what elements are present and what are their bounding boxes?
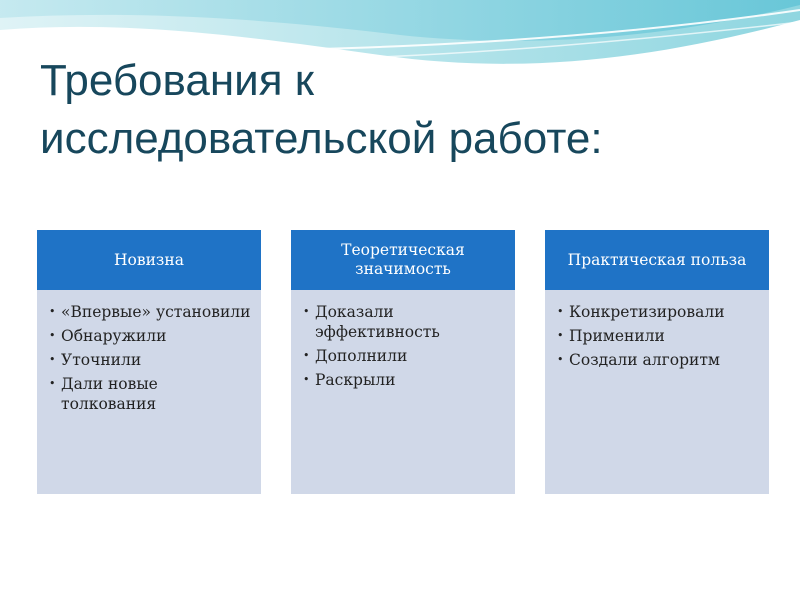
- bullet-list: [557, 302, 761, 370]
- list-item: • Обнаружили: [49, 326, 253, 346]
- bullet-list: [49, 302, 253, 414]
- title-line-2: исследовательской работе:: [40, 114, 603, 163]
- list-item: • Конкретизировали: [557, 302, 761, 322]
- card-heading: Новизна: [37, 230, 261, 290]
- card-body: [37, 290, 261, 494]
- list-item: • Доказали эффективность: [303, 302, 507, 342]
- card-heading: Практическая польза: [545, 230, 769, 290]
- list-item: • Дали новые толкования: [49, 374, 253, 414]
- title-line-1: Требования к: [40, 56, 315, 105]
- card-heading: Теоретическая значимость: [291, 230, 515, 290]
- card-body: [291, 290, 515, 494]
- list-item: • Применили: [557, 326, 761, 346]
- card-theoretical-significance: [291, 230, 515, 494]
- list-item: • Раскрыли: [303, 370, 507, 390]
- card-body: [545, 290, 769, 494]
- list-item: • Дополнили: [303, 346, 507, 366]
- card-practical-benefit: [545, 230, 769, 494]
- slide-title: [40, 52, 760, 168]
- list-item: • «Впервые» установили: [49, 302, 253, 322]
- bullet-list: [303, 302, 507, 390]
- list-item: • Создали алгоритм: [557, 350, 761, 370]
- card-novelty: [37, 230, 261, 494]
- list-item: • Уточнили: [49, 350, 253, 370]
